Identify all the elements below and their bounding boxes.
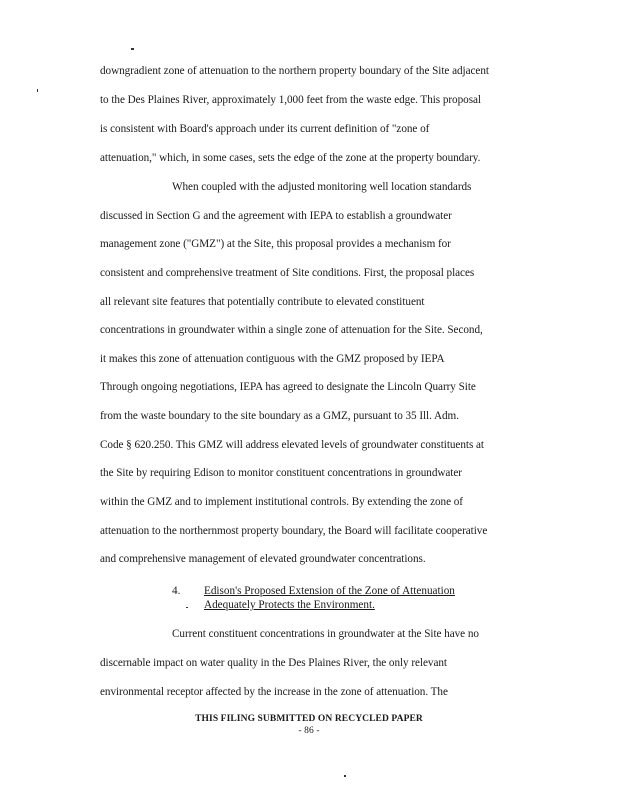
body-line: attenuation to the northernmost property boundary, the Board will facilitate cooperative [100, 525, 488, 537]
body-line: concentrations in groundwater within a single zone of attenuation for the Site. Second, [100, 324, 483, 336]
section-heading: Edison's Proposed Extension of the Zone of Attenuation [204, 585, 455, 597]
page-number: - 86 - [298, 726, 320, 736]
body-line: Code § 620.250. This GMZ will address elevated levels of groundwater constituents at [100, 439, 484, 451]
body-line: to the Des Plaines River, approximately 1,000 feet from the waste edge. This proposal [100, 94, 481, 106]
body-line: Current constituent concentrations in groundwater at the Site have no [172, 628, 479, 640]
body-line: When coupled with the adjusted monitoring well location standards [172, 181, 472, 193]
body-line: discussed in Section G and the agreement with IEPA to establish a groundwater [100, 210, 452, 222]
body-line: and comprehensive management of elevated groundwater concentrations. [100, 553, 426, 565]
section-heading: Adequately Protects the Environment. [204, 599, 375, 611]
scan-speck [344, 775, 346, 777]
body-line: it makes this zone of attenuation contiguous with the GMZ proposed by IEPA [100, 353, 445, 365]
section-heading-number: 4. [172, 585, 181, 597]
body-line: all relevant site features that potentially contribute to elevated constituent [100, 296, 425, 308]
body-line: discernable impact on water quality in the Des Plaines River, the only relevant [100, 657, 447, 669]
body-line: downgradient zone of attenuation to the northern property boundary of the Site adjacent [100, 65, 489, 77]
body-line: within the GMZ and to implement institutional controls. By extending the zone of [100, 496, 463, 508]
body-line: attenuation," which, in some cases, sets the edge of the zone at the property boundary. [100, 152, 481, 164]
scan-speck [37, 89, 38, 92]
scan-speck [131, 48, 134, 50]
body-line: is consistent with Board's approach under its current definition of "zone of [100, 123, 430, 135]
body-line: management zone ("GMZ") at the Site, this proposal provides a mechanism for [100, 238, 451, 250]
body-line: environmental receptor affected by the increase in the zone of attenuation. The [100, 686, 448, 698]
body-line: consistent and comprehensive treatment of Site conditions. First, the proposal places [100, 267, 475, 279]
recycled-paper-notice: THIS FILING SUBMITTED ON RECYCLED PAPER [195, 714, 423, 724]
body-line: Through ongoing negotiations, IEPA has agreed to designate the Lincoln Quarry Site [100, 381, 476, 393]
body-line: the Site by requiring Edison to monitor constituent concentrations in groundwater [100, 467, 462, 479]
body-line: from the waste boundary to the site boundary as a GMZ, pursuant to 35 Ill. Adm. [100, 410, 459, 422]
scan-speck [186, 607, 188, 608]
